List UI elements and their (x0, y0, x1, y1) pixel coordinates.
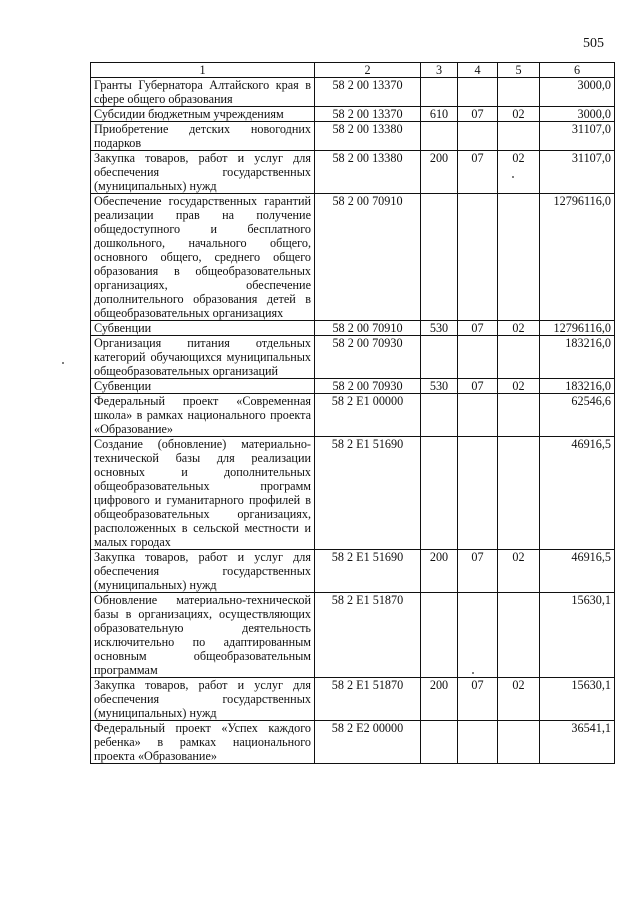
row-name: Гранты Губернатора Алтайского края в сфере общего образования (91, 78, 315, 107)
row-col-3 (421, 721, 458, 764)
row-sum: 183216,0 (540, 379, 615, 394)
table-header (91, 63, 615, 78)
table-row (91, 321, 615, 336)
row-name: Обеспечение государственных гарантий реализации прав на получение общедоступного и бесплатного дошкольного, начального общего, основного общего, среднего общего образования в общеобразовательных организациях, обеспечение дополнительного образования детей в общеобразовательных организациях (91, 194, 315, 321)
row-code: 58 2 00 70910 (315, 194, 421, 321)
scan-speck (472, 672, 474, 674)
row-sum: 46916,5 (540, 437, 615, 550)
row-name: Закупка товаров, работ и услуг для обеспечения государственных (муниципальных) нужд (91, 678, 315, 721)
table-row (91, 379, 615, 394)
row-col-3 (421, 122, 458, 151)
row-name: Федеральный проект «Современная школа» в рамках национального проекта «Образование» (91, 394, 315, 437)
row-name: Закупка товаров, работ и услуг для обеспечения государственных (муниципальных) нужд (91, 550, 315, 593)
row-col-5 (498, 437, 540, 550)
row-sum: 31107,0 (540, 122, 615, 151)
row-col-5 (498, 394, 540, 437)
row-name: Закупка товаров, работ и услуг для обеспечения государственных (муниципальных) нужд (91, 151, 315, 194)
row-col-5: 02 (498, 107, 540, 122)
row-name: Обновление материально-технической базы в организациях, осуществляющих образовательную деятельность исключительно по адаптированным основным общеобразовательным программам (91, 593, 315, 678)
page-number: 505 (583, 36, 604, 51)
row-col-4 (458, 721, 498, 764)
row-code: 58 2 00 70930 (315, 379, 421, 394)
row-name: Субсидии бюджетным учреждениям (91, 107, 315, 122)
table-row (91, 437, 615, 550)
row-name: Приобретение детских новогодних подарков (91, 122, 315, 151)
row-col-4 (458, 394, 498, 437)
row-code: 58 2 Е1 51690 (315, 550, 421, 593)
row-col-4: 07 (458, 107, 498, 122)
row-code: 58 2 Е1 51870 (315, 678, 421, 721)
row-col-4 (458, 437, 498, 550)
row-col-4 (458, 336, 498, 379)
row-col-4: 07 (458, 151, 498, 194)
row-col-3: 610 (421, 107, 458, 122)
row-col-4 (458, 593, 498, 678)
row-code: 58 2 Е1 00000 (315, 394, 421, 437)
row-col-3 (421, 437, 458, 550)
row-col-5: 02 (498, 550, 540, 593)
row-sum: 46916,5 (540, 550, 615, 593)
row-code: 58 2 00 13370 (315, 78, 421, 107)
row-col-5 (498, 122, 540, 151)
row-col-5: 02 (498, 678, 540, 721)
row-col-4: 07 (458, 678, 498, 721)
row-sum: 36541,1 (540, 721, 615, 764)
row-code: 58 2 Е1 51870 (315, 593, 421, 678)
header-col-1: 1 (91, 63, 315, 78)
row-col-4: 07 (458, 321, 498, 336)
scan-speck (62, 362, 64, 364)
table-row (91, 593, 615, 678)
row-sum: 31107,0 (540, 151, 615, 194)
row-col-3: 530 (421, 321, 458, 336)
row-code: 58 2 00 70910 (315, 321, 421, 336)
row-sum: 12796116,0 (540, 194, 615, 321)
header-col-2: 2 (315, 63, 421, 78)
row-sum: 62546,6 (540, 394, 615, 437)
row-col-3 (421, 336, 458, 379)
row-col-3 (421, 593, 458, 678)
header-col-6: 6 (540, 63, 615, 78)
table-row (91, 336, 615, 379)
row-col-4 (458, 194, 498, 321)
row-sum: 3000,0 (540, 107, 615, 122)
table-row (91, 678, 615, 721)
row-sum: 15630,1 (540, 593, 615, 678)
row-col-5: 02 (498, 379, 540, 394)
row-col-3: 530 (421, 379, 458, 394)
row-col-4 (458, 122, 498, 151)
row-col-5 (498, 78, 540, 107)
budget-table (90, 62, 615, 764)
row-col-5 (498, 721, 540, 764)
row-code: 58 2 00 70930 (315, 336, 421, 379)
row-col-3 (421, 78, 458, 107)
row-col-3: 200 (421, 678, 458, 721)
table-row (91, 550, 615, 593)
scan-speck (512, 176, 514, 178)
row-col-5 (498, 593, 540, 678)
row-sum: 15630,1 (540, 678, 615, 721)
row-col-3: 200 (421, 550, 458, 593)
row-col-4 (458, 78, 498, 107)
header-col-3: 3 (421, 63, 458, 78)
table-row (91, 194, 615, 321)
row-col-3 (421, 394, 458, 437)
row-name: Создание (обновление) материально-технической базы для реализации основных и дополнительных общеобразовательных программ цифрового и гуманитарного профилей в общеобразовательных организациях, расположенных в сельской местности и малых городах (91, 437, 315, 550)
row-code: 58 2 00 13370 (315, 107, 421, 122)
table-body (91, 78, 615, 764)
header-col-5: 5 (498, 63, 540, 78)
row-col-4: 07 (458, 379, 498, 394)
row-name: Организация питания отдельных категорий обучающихся муниципальных общеобразовательных организаций (91, 336, 315, 379)
row-sum: 183216,0 (540, 336, 615, 379)
row-col-5 (498, 336, 540, 379)
row-sum: 12796116,0 (540, 321, 615, 336)
header-row (91, 63, 615, 78)
header-col-4: 4 (458, 63, 498, 78)
row-code: 58 2 00 13380 (315, 122, 421, 151)
row-sum: 3000,0 (540, 78, 615, 107)
table-row (91, 721, 615, 764)
row-col-5: 02 (498, 321, 540, 336)
row-col-4: 07 (458, 550, 498, 593)
table-row (91, 394, 615, 437)
row-name: Субвенции (91, 379, 315, 394)
row-col-5 (498, 194, 540, 321)
row-col-5: 02 (498, 151, 540, 194)
row-col-3 (421, 194, 458, 321)
table-row (91, 122, 615, 151)
table-row (91, 78, 615, 107)
row-code: 58 2 Е1 51690 (315, 437, 421, 550)
table-row (91, 107, 615, 122)
row-name: Субвенции (91, 321, 315, 336)
table-row (91, 151, 615, 194)
row-code: 58 2 00 13380 (315, 151, 421, 194)
row-col-3: 200 (421, 151, 458, 194)
row-code: 58 2 Е2 00000 (315, 721, 421, 764)
row-name: Федеральный проект «Успех каждого ребенка» в рамках национального проекта «Образование» (91, 721, 315, 764)
